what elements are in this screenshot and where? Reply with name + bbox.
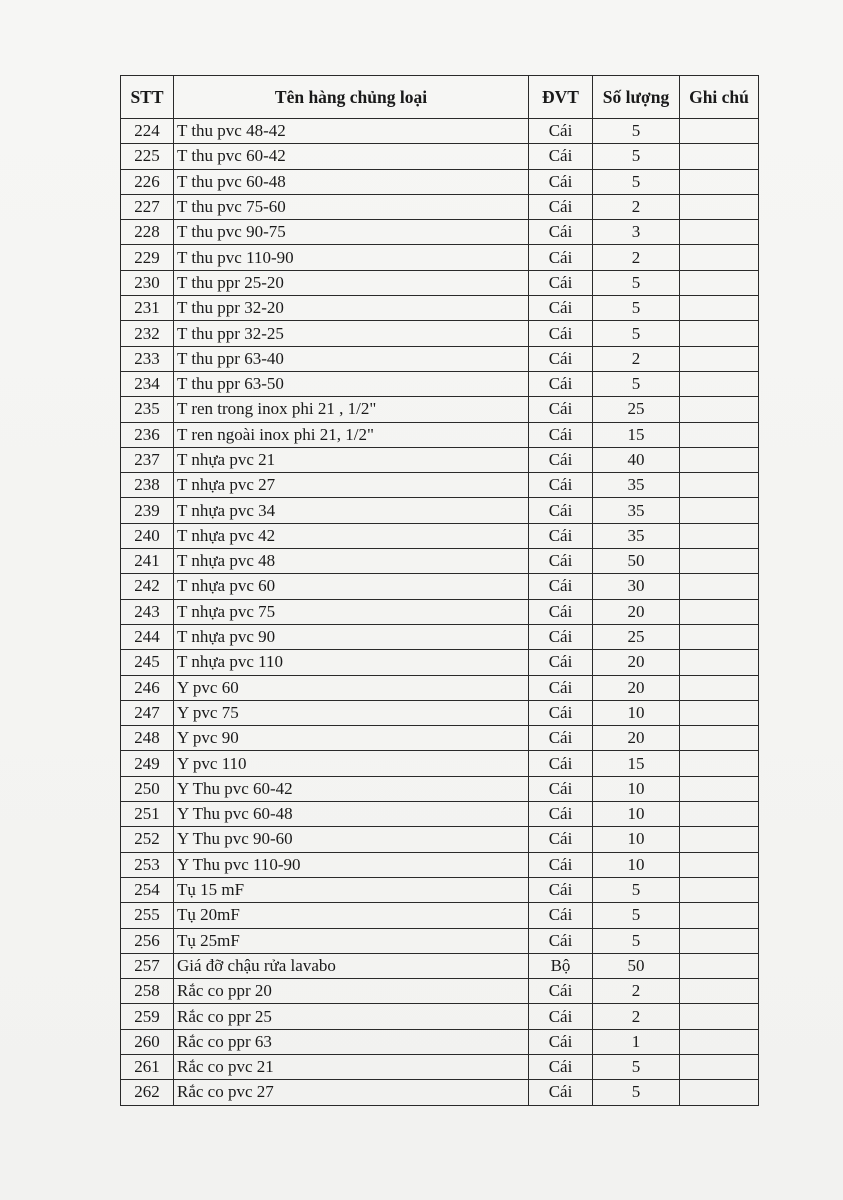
row-number: 236 [121, 422, 174, 447]
quantity-cell: 2 [593, 1004, 680, 1029]
note-cell [680, 245, 759, 270]
quantity-cell: 30 [593, 574, 680, 599]
item-name: Rắc co pvc 27 [174, 1080, 529, 1105]
item-name: T thu ppr 25-20 [174, 270, 529, 295]
table-row [121, 751, 759, 776]
item-name: Y Thu pvc 90-60 [174, 827, 529, 852]
note-cell [680, 371, 759, 396]
row-number: 244 [121, 624, 174, 649]
note-cell [680, 726, 759, 751]
table-row [121, 270, 759, 295]
unit-cell: Cái [529, 119, 593, 144]
item-name: Tụ 15 mF [174, 877, 529, 902]
table-row [121, 675, 759, 700]
quantity-cell: 1 [593, 1029, 680, 1054]
unit-cell: Cái [529, 523, 593, 548]
note-cell [680, 397, 759, 422]
quantity-cell: 20 [593, 675, 680, 700]
unit-cell: Cái [529, 296, 593, 321]
unit-cell: Cái [529, 776, 593, 801]
row-number: 257 [121, 953, 174, 978]
note-cell [680, 194, 759, 219]
table-row [121, 726, 759, 751]
table-row [121, 953, 759, 978]
item-name: T nhựa pvc 34 [174, 498, 529, 523]
item-name: Tụ 20mF [174, 903, 529, 928]
table-row [121, 700, 759, 725]
note-cell [680, 144, 759, 169]
row-number: 239 [121, 498, 174, 523]
note-cell [680, 321, 759, 346]
row-number: 259 [121, 1004, 174, 1029]
note-cell [680, 953, 759, 978]
quantity-cell: 20 [593, 599, 680, 624]
row-number: 245 [121, 650, 174, 675]
row-number: 256 [121, 928, 174, 953]
header-unit: ĐVT [529, 76, 593, 119]
quantity-cell: 5 [593, 877, 680, 902]
table-row [121, 321, 759, 346]
table-row [121, 1004, 759, 1029]
table-row [121, 371, 759, 396]
row-number: 226 [121, 169, 174, 194]
item-name: Y Thu pvc 60-42 [174, 776, 529, 801]
item-name: T thu ppr 32-25 [174, 321, 529, 346]
unit-cell: Cái [529, 473, 593, 498]
note-cell [680, 624, 759, 649]
row-number: 254 [121, 877, 174, 902]
item-name: Y pvc 110 [174, 751, 529, 776]
unit-cell: Cái [529, 245, 593, 270]
row-number: 261 [121, 1054, 174, 1079]
table-row [121, 144, 759, 169]
note-cell [680, 802, 759, 827]
note-cell [680, 877, 759, 902]
item-name: T thu ppr 63-50 [174, 371, 529, 396]
item-name: T thu ppr 32-20 [174, 296, 529, 321]
table-body [121, 119, 759, 1106]
unit-cell: Cái [529, 1054, 593, 1079]
row-number: 225 [121, 144, 174, 169]
table-row [121, 422, 759, 447]
table-row [121, 523, 759, 548]
unit-cell: Bộ [529, 953, 593, 978]
quantity-cell: 25 [593, 624, 680, 649]
table-row [121, 928, 759, 953]
item-name: T thu pvc 75-60 [174, 194, 529, 219]
row-number: 260 [121, 1029, 174, 1054]
unit-cell: Cái [529, 650, 593, 675]
unit-cell: Cái [529, 624, 593, 649]
table-row [121, 346, 759, 371]
quantity-cell: 15 [593, 751, 680, 776]
unit-cell: Cái [529, 751, 593, 776]
note-cell [680, 700, 759, 725]
item-name: Giá đỡ chậu rửa lavabo [174, 953, 529, 978]
quantity-cell: 20 [593, 726, 680, 751]
unit-cell: Cái [529, 346, 593, 371]
unit-cell: Cái [529, 877, 593, 902]
table-row [121, 599, 759, 624]
row-number: 234 [121, 371, 174, 396]
table-row [121, 1080, 759, 1105]
table-header-row [121, 76, 759, 119]
row-number: 227 [121, 194, 174, 219]
item-name: T thu pvc 60-48 [174, 169, 529, 194]
unit-cell: Cái [529, 194, 593, 219]
quantity-cell: 35 [593, 473, 680, 498]
row-number: 249 [121, 751, 174, 776]
note-cell [680, 928, 759, 953]
note-cell [680, 751, 759, 776]
note-cell [680, 852, 759, 877]
table-row [121, 776, 759, 801]
table-row [121, 979, 759, 1004]
unit-cell: Cái [529, 1004, 593, 1029]
quantity-cell: 2 [593, 979, 680, 1004]
unit-cell: Cái [529, 852, 593, 877]
quantity-cell: 5 [593, 371, 680, 396]
row-number: 233 [121, 346, 174, 371]
unit-cell: Cái [529, 700, 593, 725]
quantity-cell: 5 [593, 270, 680, 295]
item-name: Y pvc 60 [174, 675, 529, 700]
row-number: 230 [121, 270, 174, 295]
quantity-cell: 5 [593, 1080, 680, 1105]
item-name: Y pvc 90 [174, 726, 529, 751]
row-number: 224 [121, 119, 174, 144]
table-row [121, 296, 759, 321]
item-name: T thu ppr 63-40 [174, 346, 529, 371]
unit-cell: Cái [529, 220, 593, 245]
note-cell [680, 599, 759, 624]
quantity-cell: 35 [593, 523, 680, 548]
header-stt: STT [121, 76, 174, 119]
unit-cell: Cái [529, 928, 593, 953]
quantity-cell: 5 [593, 144, 680, 169]
row-number: 241 [121, 549, 174, 574]
item-name: T nhựa pvc 27 [174, 473, 529, 498]
item-name: Tụ 25mF [174, 928, 529, 953]
row-number: 247 [121, 700, 174, 725]
item-name: T thu pvc 48-42 [174, 119, 529, 144]
table-row [121, 549, 759, 574]
table-row [121, 194, 759, 219]
table-row [121, 169, 759, 194]
quantity-cell: 50 [593, 549, 680, 574]
note-cell [680, 447, 759, 472]
quantity-cell: 35 [593, 498, 680, 523]
item-name: T nhựa pvc 48 [174, 549, 529, 574]
table-row [121, 397, 759, 422]
table-row [121, 473, 759, 498]
note-cell [680, 1080, 759, 1105]
note-cell [680, 827, 759, 852]
note-cell [680, 119, 759, 144]
note-cell [680, 776, 759, 801]
item-name: Rắc co pvc 21 [174, 1054, 529, 1079]
row-number: 243 [121, 599, 174, 624]
item-name: T nhựa pvc 75 [174, 599, 529, 624]
row-number: 246 [121, 675, 174, 700]
note-cell [680, 650, 759, 675]
row-number: 232 [121, 321, 174, 346]
quantity-cell: 20 [593, 650, 680, 675]
note-cell [680, 422, 759, 447]
unit-cell: Cái [529, 574, 593, 599]
quantity-cell: 10 [593, 700, 680, 725]
row-number: 237 [121, 447, 174, 472]
item-name: T thu pvc 60-42 [174, 144, 529, 169]
row-number: 253 [121, 852, 174, 877]
row-number: 252 [121, 827, 174, 852]
item-name: T thu pvc 110-90 [174, 245, 529, 270]
unit-cell: Cái [529, 371, 593, 396]
quantity-cell: 10 [593, 852, 680, 877]
quantity-cell: 3 [593, 220, 680, 245]
header-note: Ghi chú [680, 76, 759, 119]
unit-cell: Cái [529, 675, 593, 700]
item-name: T nhựa pvc 21 [174, 447, 529, 472]
note-cell [680, 574, 759, 599]
unit-cell: Cái [529, 321, 593, 346]
table-row [121, 903, 759, 928]
row-number: 250 [121, 776, 174, 801]
note-cell [680, 169, 759, 194]
note-cell [680, 675, 759, 700]
item-name: T nhựa pvc 42 [174, 523, 529, 548]
quantity-cell: 5 [593, 321, 680, 346]
item-name: Rắc co ppr 20 [174, 979, 529, 1004]
quantity-cell: 10 [593, 776, 680, 801]
quantity-cell: 2 [593, 245, 680, 270]
row-number: 242 [121, 574, 174, 599]
item-name: Y Thu pvc 110-90 [174, 852, 529, 877]
table-row [121, 119, 759, 144]
table-row [121, 1029, 759, 1054]
note-cell [680, 979, 759, 1004]
quantity-cell: 10 [593, 802, 680, 827]
row-number: 238 [121, 473, 174, 498]
header-qty: Số lượng [593, 76, 680, 119]
quantity-cell: 5 [593, 296, 680, 321]
quantity-cell: 50 [593, 953, 680, 978]
table-row [121, 650, 759, 675]
table-row [121, 574, 759, 599]
row-number: 262 [121, 1080, 174, 1105]
unit-cell: Cái [529, 397, 593, 422]
note-cell [680, 1029, 759, 1054]
table-row [121, 827, 759, 852]
table-row [121, 802, 759, 827]
unit-cell: Cái [529, 599, 593, 624]
unit-cell: Cái [529, 903, 593, 928]
unit-cell: Cái [529, 169, 593, 194]
row-number: 251 [121, 802, 174, 827]
quantity-cell: 15 [593, 422, 680, 447]
row-number: 231 [121, 296, 174, 321]
unit-cell: Cái [529, 447, 593, 472]
row-number: 258 [121, 979, 174, 1004]
note-cell [680, 903, 759, 928]
row-number: 229 [121, 245, 174, 270]
quantity-cell: 10 [593, 827, 680, 852]
item-name: T nhựa pvc 110 [174, 650, 529, 675]
row-number: 248 [121, 726, 174, 751]
table-row [121, 877, 759, 902]
note-cell [680, 473, 759, 498]
note-cell [680, 220, 759, 245]
item-name: T nhựa pvc 90 [174, 624, 529, 649]
row-number: 255 [121, 903, 174, 928]
note-cell [680, 1004, 759, 1029]
quantity-cell: 5 [593, 903, 680, 928]
quantity-cell: 5 [593, 928, 680, 953]
note-cell [680, 549, 759, 574]
unit-cell: Cái [529, 802, 593, 827]
unit-cell: Cái [529, 827, 593, 852]
unit-cell: Cái [529, 1029, 593, 1054]
quantity-cell: 5 [593, 1054, 680, 1079]
note-cell [680, 1054, 759, 1079]
note-cell [680, 498, 759, 523]
item-name: T ren ngoài inox phi 21, 1/2" [174, 422, 529, 447]
item-name: Rắc co ppr 63 [174, 1029, 529, 1054]
unit-cell: Cái [529, 498, 593, 523]
item-name: Y pvc 75 [174, 700, 529, 725]
quantity-cell: 5 [593, 169, 680, 194]
table-row [121, 1054, 759, 1079]
note-cell [680, 296, 759, 321]
note-cell [680, 523, 759, 548]
item-name: T ren trong inox phi 21 , 1/2" [174, 397, 529, 422]
table-row [121, 624, 759, 649]
item-name: Rắc co ppr 25 [174, 1004, 529, 1029]
unit-cell: Cái [529, 270, 593, 295]
table-row [121, 852, 759, 877]
item-name: T thu pvc 90-75 [174, 220, 529, 245]
table-row [121, 220, 759, 245]
unit-cell: Cái [529, 422, 593, 447]
header-name: Tên hàng chủng loại [174, 76, 529, 119]
table-row [121, 498, 759, 523]
quantity-cell: 2 [593, 194, 680, 219]
unit-cell: Cái [529, 144, 593, 169]
unit-cell: Cái [529, 1080, 593, 1105]
row-number: 228 [121, 220, 174, 245]
quantity-cell: 40 [593, 447, 680, 472]
unit-cell: Cái [529, 549, 593, 574]
unit-cell: Cái [529, 979, 593, 1004]
quantity-cell: 25 [593, 397, 680, 422]
row-number: 240 [121, 523, 174, 548]
inventory-table [120, 75, 759, 1106]
note-cell [680, 346, 759, 371]
row-number: 235 [121, 397, 174, 422]
table-row [121, 447, 759, 472]
item-name: T nhựa pvc 60 [174, 574, 529, 599]
quantity-cell: 2 [593, 346, 680, 371]
item-name: Y Thu pvc 60-48 [174, 802, 529, 827]
note-cell [680, 270, 759, 295]
table-row [121, 245, 759, 270]
quantity-cell: 5 [593, 119, 680, 144]
unit-cell: Cái [529, 726, 593, 751]
